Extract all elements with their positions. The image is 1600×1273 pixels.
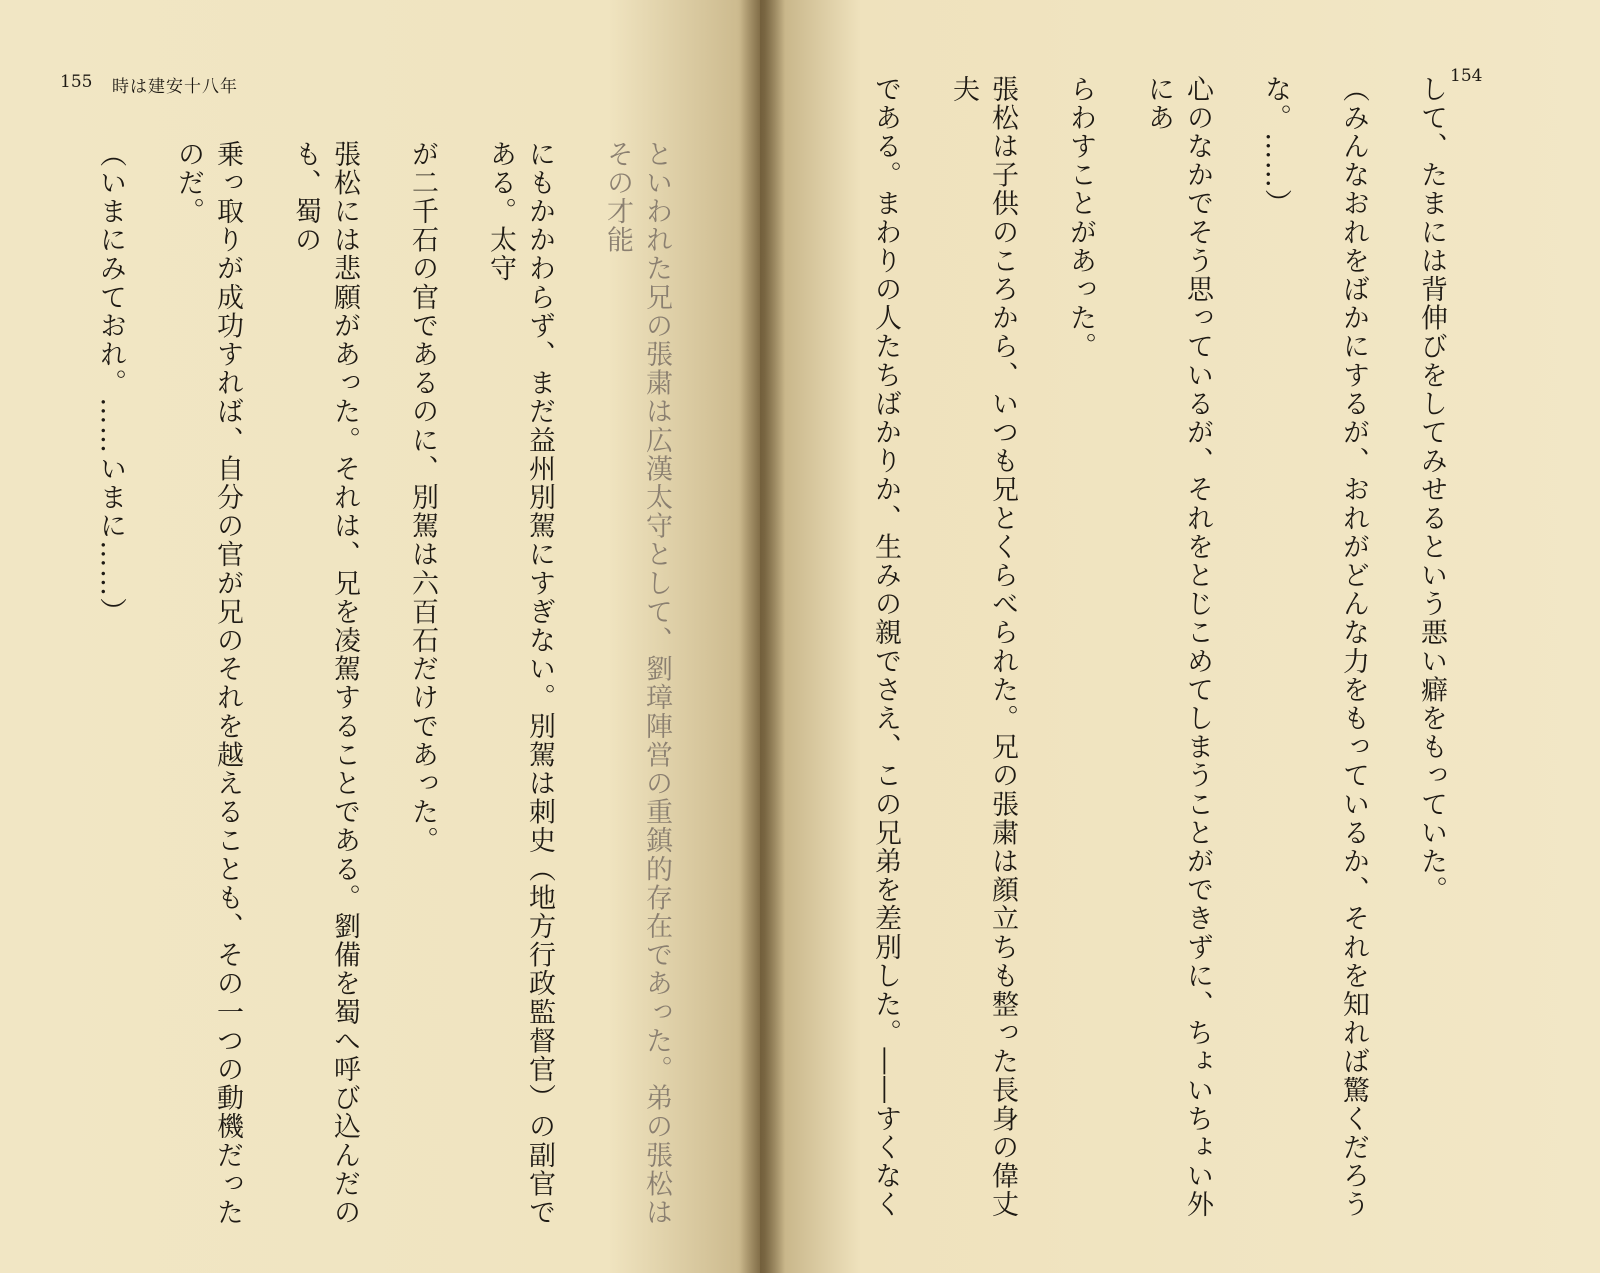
text-line: が二千石の官であるのに、別駕は六百石だけであった。 — [407, 140, 438, 855]
right-page-number: 154 — [1450, 66, 1483, 86]
text-line: にもかかわらず、まだ益州別駕にすぎない。別駕は刺史（地方行政監督官）の副官である。太守 — [485, 140, 555, 1227]
text-line: 乗っ取りが成功すれば、自分の官が兄のそれを越えることも、その一つの動機だったのだ。 — [173, 140, 243, 1227]
book-gutter — [740, 0, 785, 1273]
running-title: 時は建安十八年 — [112, 77, 238, 97]
left-page-number: 155 — [60, 72, 93, 92]
text-line: して、たまには背伸びをしてみせるという悪い癖をもっていた。 — [1416, 75, 1447, 905]
text-line: （いまにみておれ。……いまに……） — [95, 140, 126, 627]
text-line: 心のなかでそう思っているが、それをとじこめてしまうことができずに、ちょいちょい外にあ — [1143, 75, 1213, 1219]
text-line: といわれた兄の張粛は広漢太守として、劉璋陣営の重鎮的存在であった。弟の張松はその才能 — [602, 140, 672, 1227]
text-line: （みんなおれをばかにするが、おれがどんな力をもっているか、それを知れば驚くだろう — [1338, 75, 1369, 1219]
text-line: 張松は子供のころから、いつも兄とくらべられた。兄の張粛は顔立ちも整った長身の偉丈夫 — [948, 75, 1018, 1219]
text-line: である。まわりの人たちばかりか、生みの親でさえ、この兄弟を差別した。――すくなく — [870, 75, 901, 1219]
right-page-body — [870, 75, 1490, 1245]
text-line: らわすことがあった。 — [1065, 75, 1096, 361]
text-line: 張松には悲願があった。それは、兄を凌駕することである。劉備を蜀へ呼び込んだのも、蜀の — [290, 140, 360, 1227]
text-line: な。……） — [1260, 75, 1291, 218]
left-page-body — [95, 140, 715, 1245]
